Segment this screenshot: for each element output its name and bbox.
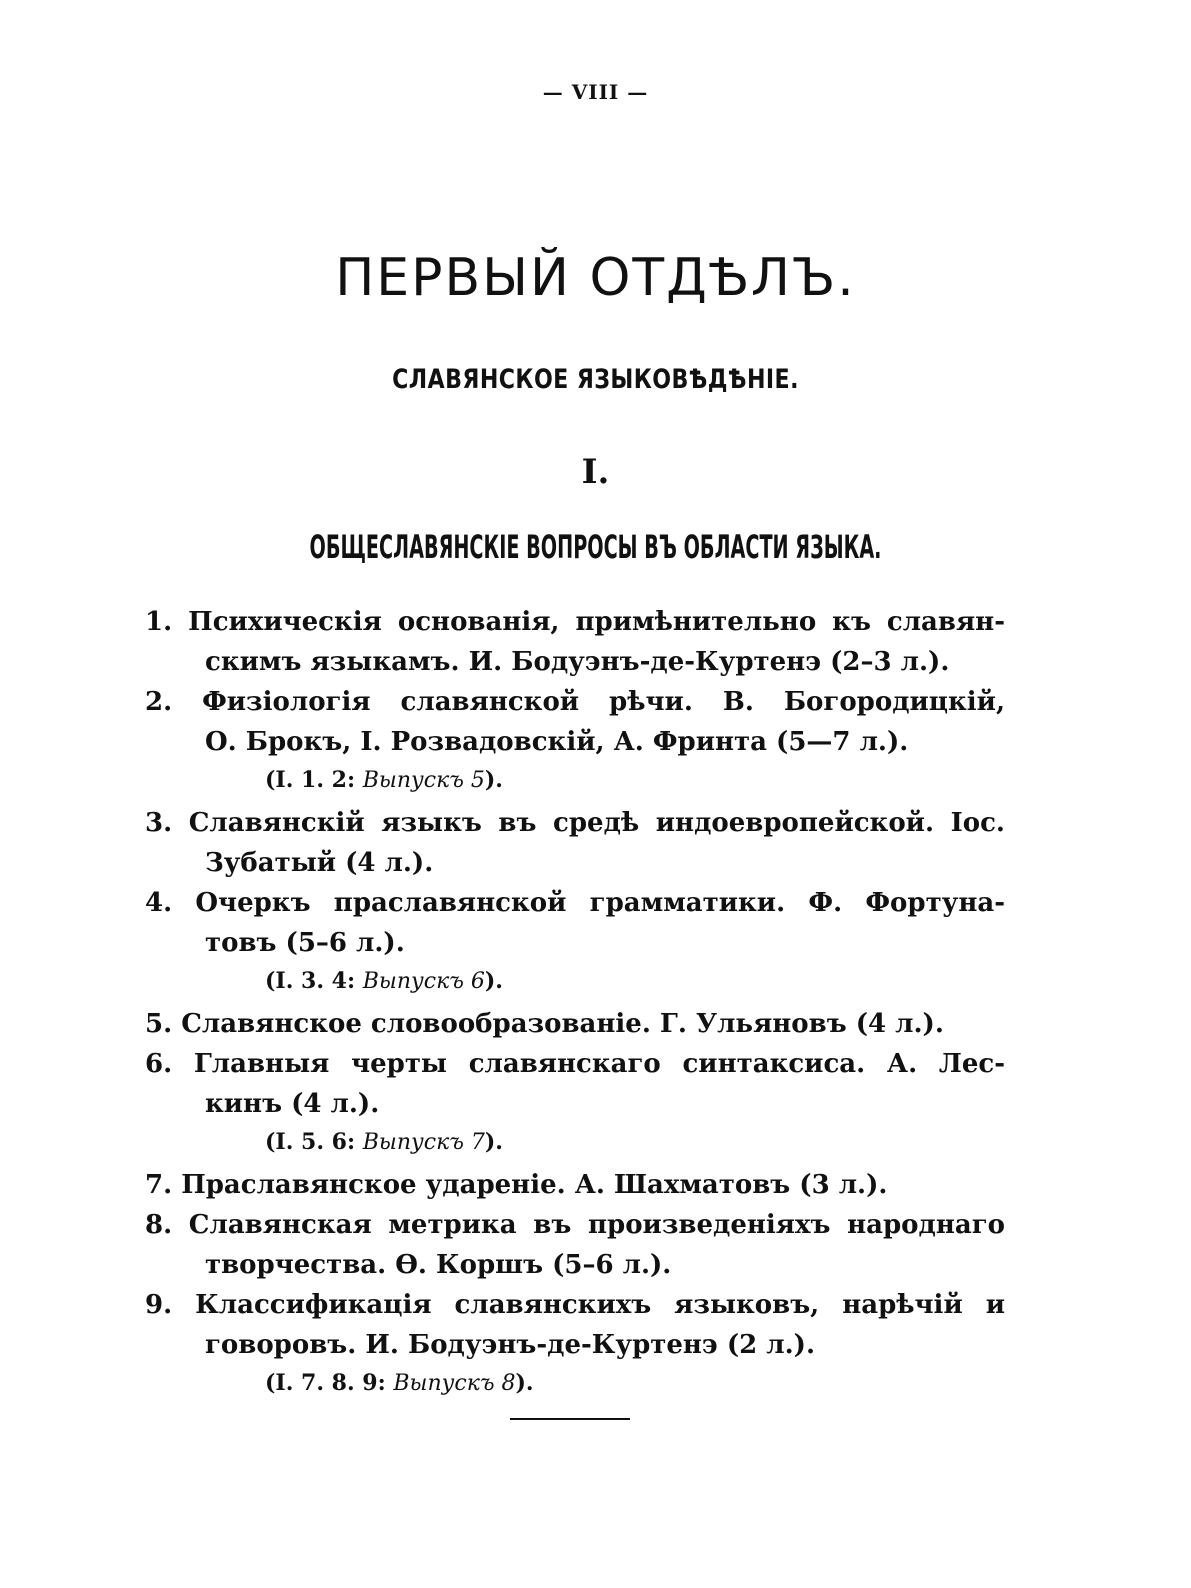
toc-entry-line: 3. Славянскій языкъ въ средѣ индоевропейской. Іос. <box>145 808 1005 838</box>
issue-note-prefix: (I. 1. 2: <box>265 767 356 793</box>
toc-entry-line: 7. Праславянское удареніе. А. Шахматовъ (3 л.). <box>145 1170 888 1200</box>
issue-note-suffix: ). <box>484 1129 503 1155</box>
toc-entry-2 <box>145 682 1005 762</box>
issue-note <box>145 762 1005 799</box>
toc-entry-8 <box>145 1205 1005 1285</box>
end-rule <box>510 1418 630 1420</box>
toc-entry-line: Зубатый (4 л.). <box>205 848 434 878</box>
table-of-contents <box>145 602 1005 1406</box>
toc-entry-line: О. Брокъ, І. Розвадовскій, А. Фринта (5—7 л.). <box>205 727 909 757</box>
toc-entry-line: 1. Психическія основанія, примѣнительно къ славян- <box>145 607 1005 637</box>
toc-entry-line: 6. Главныя черты славянскаго синтаксиса. А. Лес- <box>145 1049 1005 1079</box>
toc-entry-line: товъ (5–6 л.). <box>205 928 405 958</box>
toc-entry-line: говоровъ. И. Бодуэнъ-де-Куртенэ (2 л.). <box>205 1330 815 1360</box>
toc-entry-line: 4. Очеркъ праславянской грамматики. Ф. Фортуна- <box>145 888 1005 918</box>
toc-entry-3 <box>145 803 1005 883</box>
issue-note <box>145 963 1005 1000</box>
toc-entry-6 <box>145 1044 1005 1124</box>
section-numeral: I. <box>581 452 610 492</box>
issue-note-issue: Выпускъ 7 <box>362 1130 485 1155</box>
issue-note-issue: Выпускъ 5 <box>362 768 485 793</box>
issue-note-suffix: ). <box>484 968 503 994</box>
part-subtitle: СЛАВЯНСКОЕ ЯЗЫКОВѢДѢНІЕ. <box>392 364 799 395</box>
toc-entry-line: 8. Славянская метрика въ произведеніяхъ народнаго <box>145 1210 1005 1240</box>
toc-entry-4 <box>145 883 1005 963</box>
issue-note <box>145 1124 1005 1161</box>
issue-note-suffix: ). <box>515 1370 534 1396</box>
issue-note-issue: Выпускъ 8 <box>393 1371 516 1396</box>
toc-entry-line: 9. Классификація славянскихъ языковъ, нарѣчій и <box>145 1290 1005 1320</box>
toc-entry-9 <box>145 1285 1005 1365</box>
toc-entry-line: творчества. Ѳ. Коршъ (5–6 л.). <box>205 1250 672 1280</box>
issue-note-prefix: (I. 7. 8. 9: <box>265 1370 386 1396</box>
toc-entry-line: 5. Славянское словообразованіе. Г. Ульяновъ (4 л.). <box>145 1009 944 1039</box>
toc-entry-7 <box>145 1165 1005 1205</box>
issue-note-prefix: (I. 5. 6: <box>265 1129 356 1155</box>
toc-entry-1 <box>145 602 1005 682</box>
issue-note-prefix: (I. 3. 4: <box>265 968 356 994</box>
issue-note <box>145 1365 1005 1402</box>
part-title: ПЕРВЫЙ ОТДѢЛЪ. <box>335 248 856 308</box>
toc-entry-line: скимъ языкамъ. И. Бодуэнъ-де-Куртенэ (2–3 л.). <box>205 647 950 677</box>
page-number: — VIII — <box>542 80 649 104</box>
toc-entry-line: кинъ (4 л.). <box>205 1089 380 1119</box>
issue-note-issue: Выпускъ 6 <box>362 969 485 994</box>
toc-entry-line: 2. Физіологія славянской рѣчи. В. Богородицкій, <box>145 687 1005 717</box>
toc-entry-5 <box>145 1004 1005 1044</box>
section-title: ОБЩЕСЛАВЯНСКІЕ ВОПРОСЫ ВЪ ОБЛАСТИ ЯЗЫКА. <box>309 528 882 566</box>
issue-note-suffix: ). <box>484 767 503 793</box>
